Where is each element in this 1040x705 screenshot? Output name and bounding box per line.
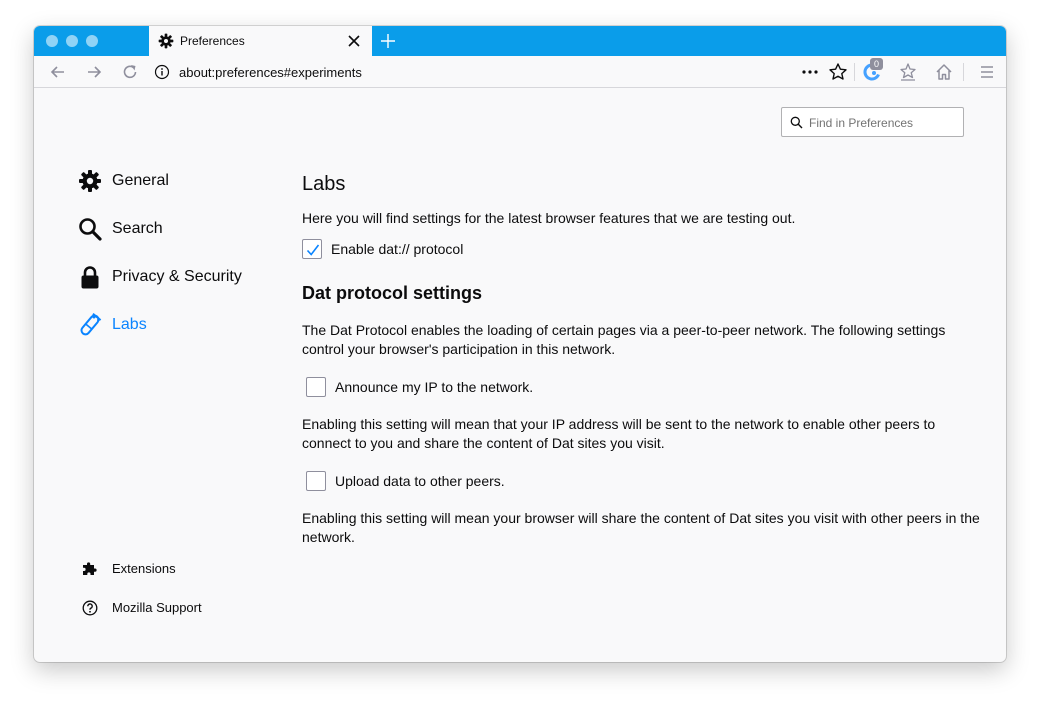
announce-ip-label: Announce my IP to the network.: [335, 379, 534, 395]
sidebar-item-label: Labs: [112, 316, 147, 333]
dat-settings-heading: Dat protocol settings: [302, 283, 483, 303]
search-icon: [78, 217, 102, 241]
upload-data-label: Upload data to other peers.: [335, 473, 505, 489]
find-in-preferences-field[interactable]: [781, 107, 964, 137]
forward-arrow-icon[interactable]: [84, 62, 104, 82]
labs-intro-text: Here you will find settings for the latest browser features that we are testing out.: [302, 210, 796, 226]
new-tab-icon[interactable]: [379, 32, 397, 50]
upload-data-checkbox[interactable]: [306, 471, 326, 491]
back-arrow-icon[interactable]: [48, 62, 68, 82]
tab-preferences[interactable]: [149, 26, 372, 56]
info-circle-icon[interactable]: [154, 64, 170, 80]
gear-icon: [78, 169, 102, 193]
upload-data-description: Enabling this setting will mean your browser will share the content of Dat sites you visit with other peers in the network.: [302, 510, 980, 545]
announce-ip-description: Enabling this setting will mean that your IP address will be sent to the network to enable other peers to connect to you and share the content of Dat sites you visit.: [302, 416, 936, 451]
sidebar-item-label: Privacy & Security: [112, 268, 242, 285]
toolbar-separator-2: [963, 63, 964, 81]
help-circle-icon: [82, 600, 98, 616]
tab-strip: [34, 26, 1006, 56]
browser-window: [34, 26, 1006, 662]
page-title: Labs: [302, 173, 346, 195]
sidebar-item-label: General: [112, 172, 169, 189]
sidebar-link-label: Mozilla Support: [112, 600, 202, 615]
lock-icon: [78, 265, 102, 289]
puzzle-icon: [82, 561, 98, 577]
reload-icon[interactable]: [120, 62, 140, 82]
tab-title: Preferences: [180, 34, 245, 48]
home-icon[interactable]: [934, 62, 954, 82]
enable-dat-label: Enable dat:// protocol: [331, 241, 464, 257]
close-tab-icon[interactable]: [346, 33, 362, 49]
announce-ip-checkbox[interactable]: [306, 377, 326, 397]
search-icon: [790, 116, 803, 129]
page-actions-icon[interactable]: [800, 62, 820, 82]
toolbar-separator: [854, 63, 855, 81]
find-in-preferences-input[interactable]: [807, 113, 961, 133]
sidebar-link-label: Extensions: [112, 561, 176, 576]
zoom-window-button[interactable]: [86, 35, 98, 47]
enable-dat-checkbox[interactable]: [302, 239, 322, 259]
minimize-window-button[interactable]: [66, 35, 78, 47]
navigation-toolbar: [34, 56, 1006, 88]
checkmark-icon: [306, 243, 320, 257]
sidebar-item-label: Search: [112, 220, 163, 237]
gear-icon: [158, 33, 174, 49]
url-bar[interactable]: [149, 60, 854, 84]
close-window-button[interactable]: [46, 35, 58, 47]
url-text[interactable]: about:preferences#experiments: [179, 65, 362, 80]
notification-badge: 0: [870, 58, 883, 70]
flask-icon: [78, 313, 102, 337]
library-icon[interactable]: [898, 62, 918, 82]
bookmark-star-icon[interactable]: [828, 62, 848, 82]
dat-description-text: The Dat Protocol enables the loading of certain pages via a peer-to-peer network. The following settings control your browser's participation in this network.: [302, 322, 946, 357]
hamburger-menu-icon[interactable]: [977, 62, 997, 82]
